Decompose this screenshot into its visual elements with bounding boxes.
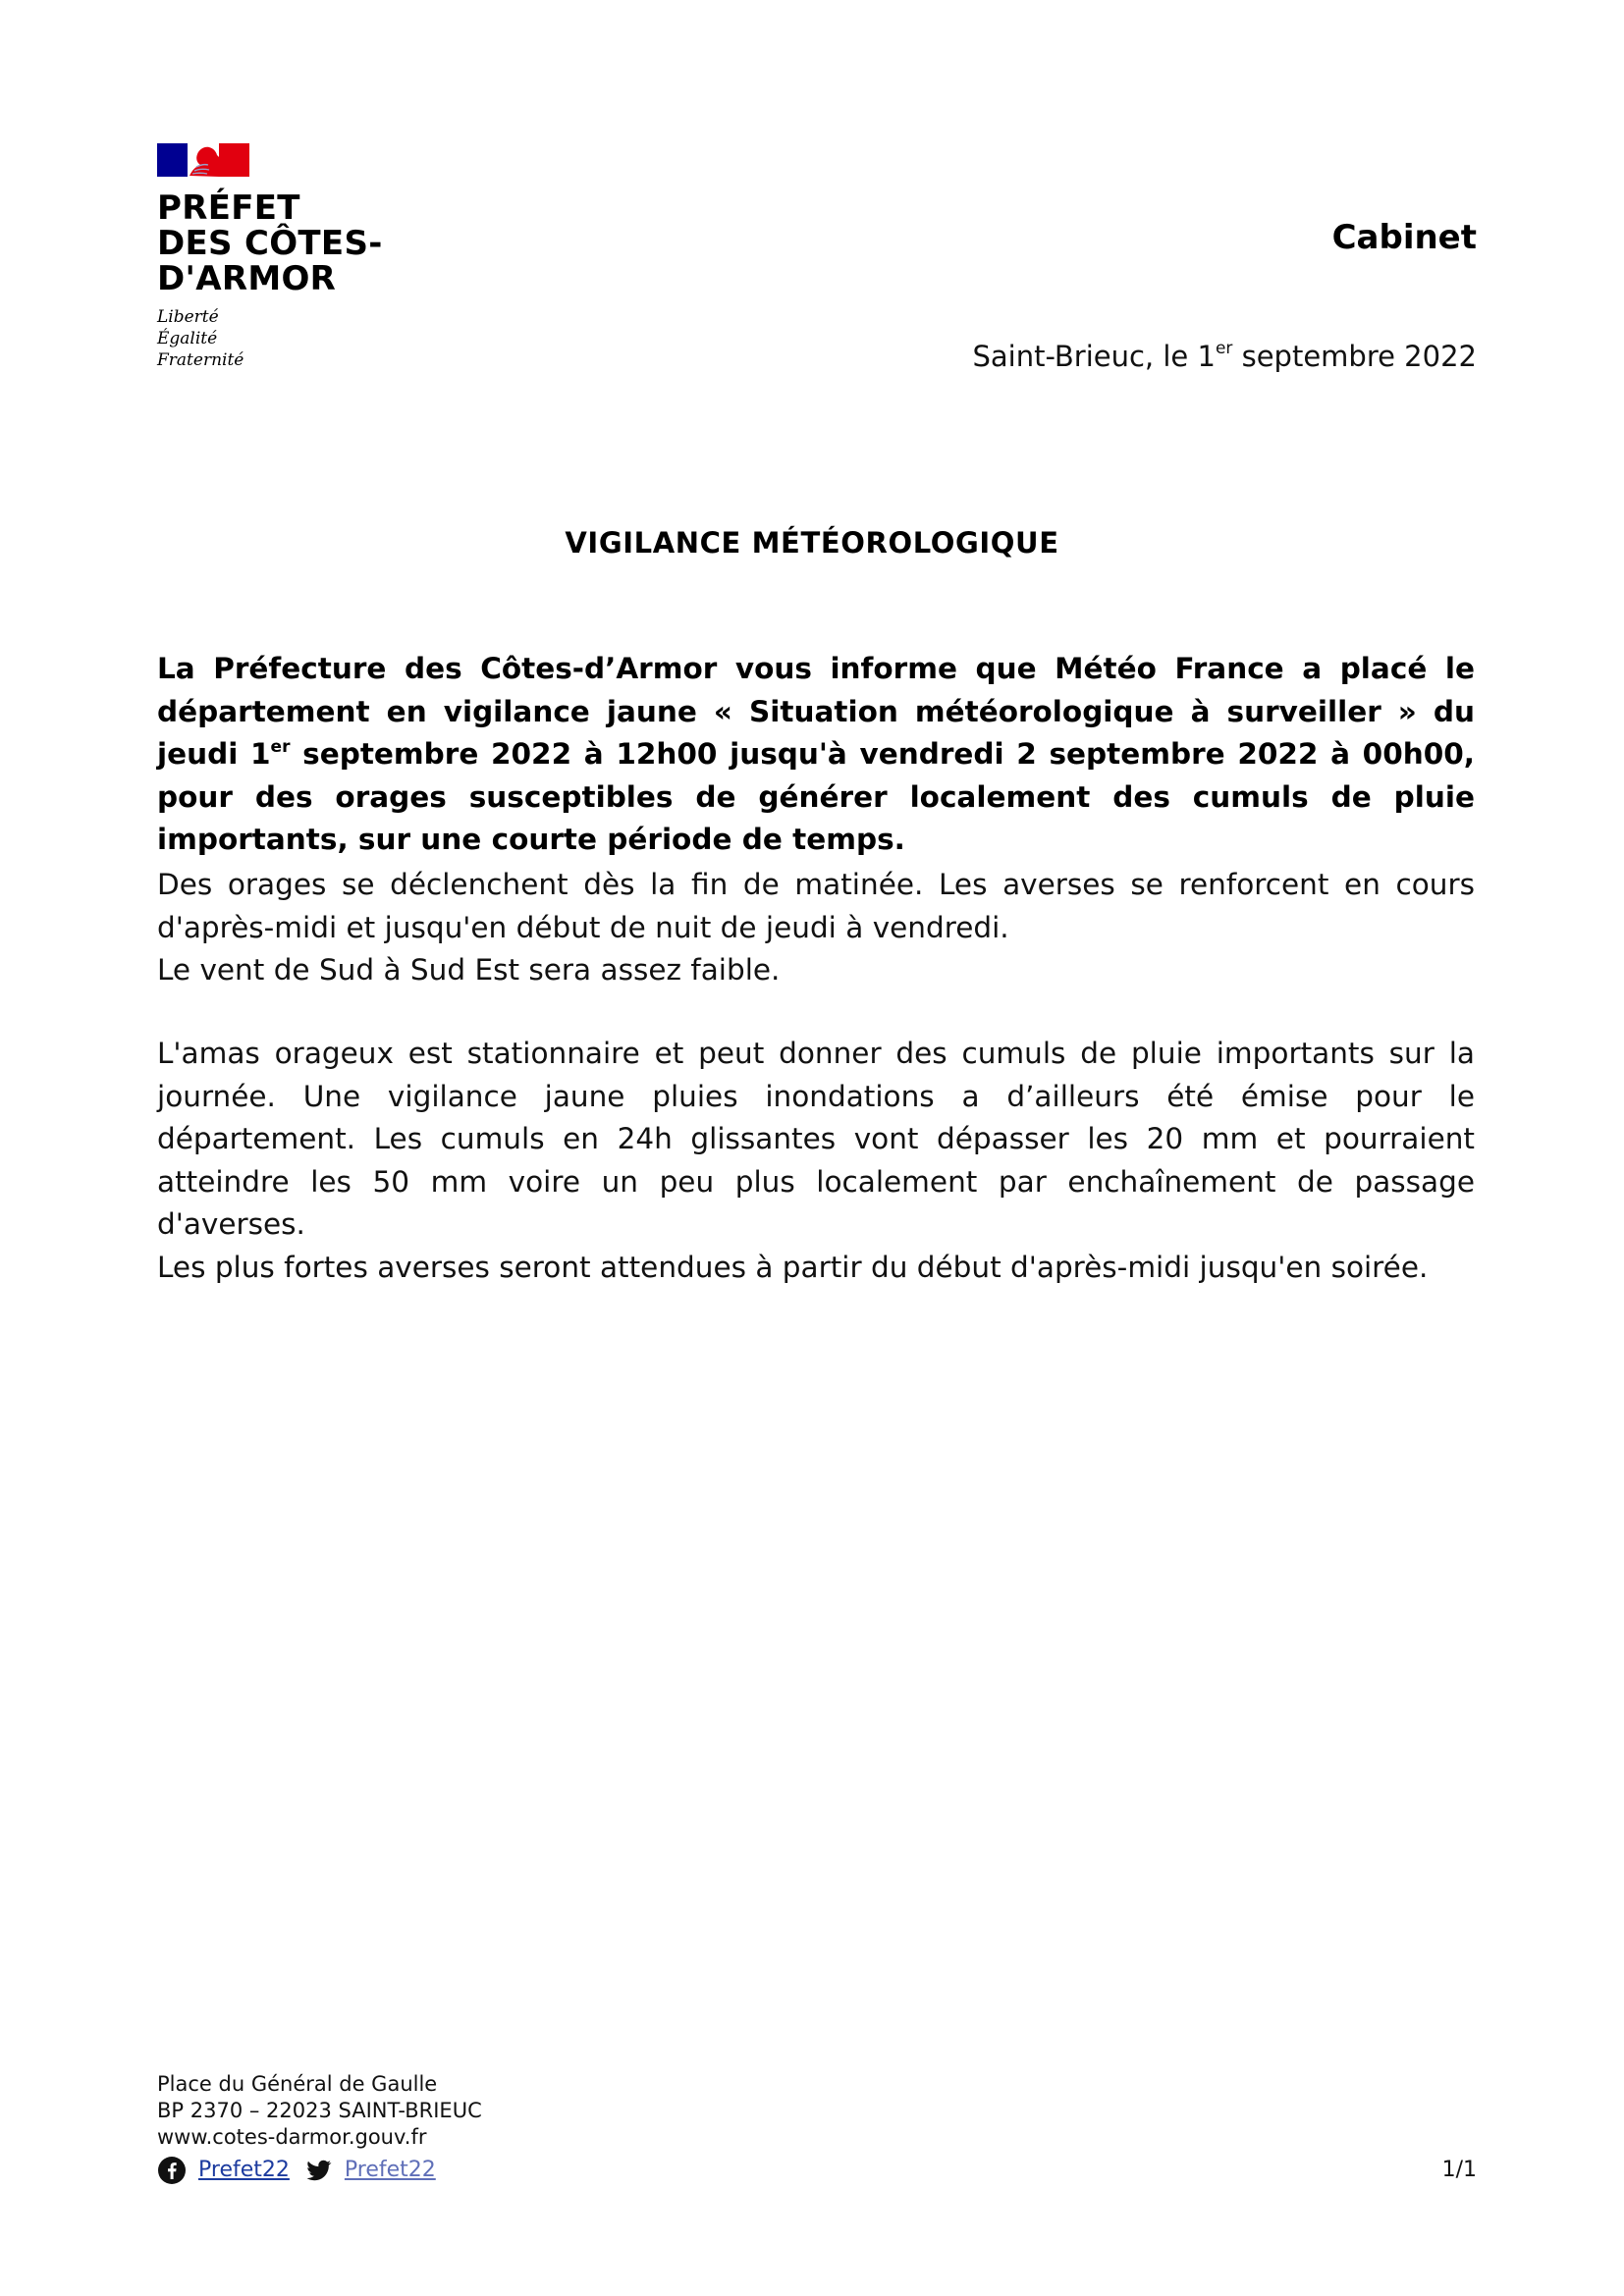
paragraph-storms-line-2: Le vent de Sud à Sud Est sera assez faible. [157, 953, 781, 987]
website-url: www.cotes-darmor.gouv.fr [157, 2125, 427, 2149]
marianne-flag-logo [157, 143, 249, 177]
footer-address [157, 2071, 482, 2151]
address-line-2: BP 2370 – 22023 SAINT-BRIEUC [157, 2099, 482, 2122]
twitter-icon[interactable] [303, 2156, 333, 2185]
lead-paragraph [157, 648, 1475, 862]
prefecture-logo [157, 143, 412, 371]
service-name: Cabinet [1331, 218, 1477, 257]
motto-egalite: Égalité [157, 329, 218, 348]
prefet-line-2: DES CÔTES- [157, 224, 383, 263]
republic-motto [157, 306, 412, 371]
paragraph-rainfall [157, 1033, 1475, 1289]
lead-part-2: septembre 2022 à 12h00 jusqu'à vendredi 2 septembre 2022 à 00h00, pour des orages susceptibles de générer localement des cumuls de pluie importants, sur une courte période de temps. [157, 737, 1475, 856]
facebook-link[interactable]: Prefet22 [198, 2158, 290, 2182]
document-title: VIGILANCE MÉTÉOROLOGIQUE [565, 526, 1059, 560]
prefet-line-3: D'ARMOR [157, 259, 337, 298]
lead-part-1: La Préfecture des Côtes-d’Armor vous informe que Météo France a placé le département en vigilance jaune « Situation météorologique à surveiller » du jeudi 1 [157, 652, 1475, 771]
date-ordinal: er [1215, 339, 1233, 358]
social-links [157, 2156, 450, 2185]
address-line-1: Place du Général de Gaulle [157, 2072, 438, 2096]
lead-ordinal: er [270, 737, 291, 757]
paragraph-storms [157, 864, 1475, 992]
paragraph-storms-line-1: Des orages se déclenchent dès la fin de matinée. Les averses se renforcent en cours d'après-midi et jusqu'en début de nuit de jeudi à vendredi. [157, 868, 1475, 944]
facebook-icon[interactable] [157, 2156, 187, 2185]
date-prefix: Saint-Brieuc, le 1 [972, 340, 1216, 373]
motto-liberte: Liberté [157, 307, 219, 327]
prefet-line-1: PRÉFET [157, 188, 300, 228]
paragraph-rainfall-line-2: Les plus fortes averses seront attendues à partir du début d'après-midi jusqu'en soirée. [157, 1250, 1429, 1284]
motto-fraternite: Fraternité [157, 350, 244, 370]
paragraph-rainfall-line-1: L'amas orageux est stationnaire et peut donner des cumuls de pluie importants sur la journée. Une vigilance jaune pluies inondations a d’ailleurs été émise pour le département. Les cumuls en 24h glissantes vont dépasser les 20 mm et pourraient atteindre les 50 mm voire un peu plus localement par enchaînement de passage d'averses. [157, 1037, 1475, 1241]
place-and-date [972, 340, 1477, 373]
date-suffix: septembre 2022 [1232, 340, 1477, 373]
twitter-link[interactable]: Prefet22 [344, 2158, 436, 2182]
prefet-title [157, 190, 412, 296]
page-number: 1/1 [1441, 2158, 1477, 2182]
